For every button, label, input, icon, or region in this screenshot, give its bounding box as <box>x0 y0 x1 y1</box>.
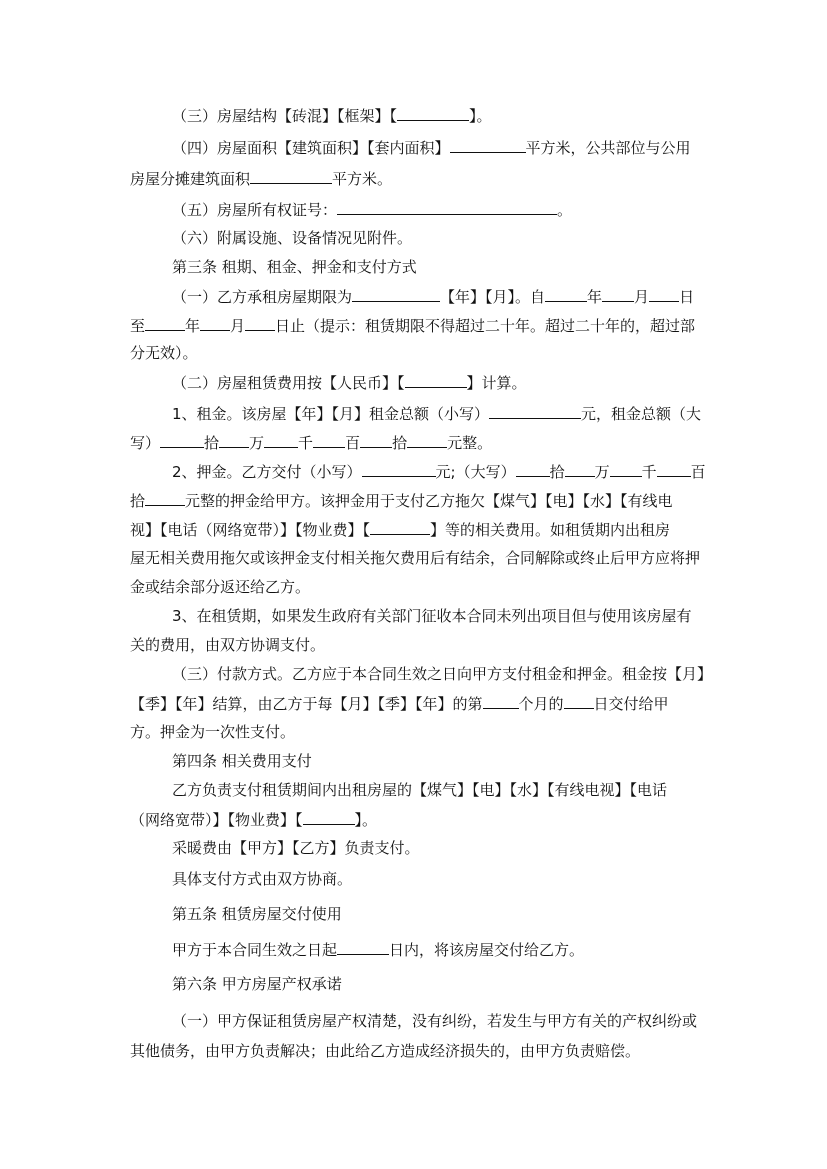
clause-3-2-rent-amount: 写） 拾 万 千 百 拾 元整。 <box>130 434 493 452</box>
clause-2-6: （六）附属设施、设备情况见附件。 <box>172 229 413 247</box>
blank-field[interactable] <box>264 432 298 448</box>
article-4-method: 具体支付方式由双方协商。 <box>172 870 353 888</box>
clause-3-3-end: 方。押金为一次性支付。 <box>130 723 296 741</box>
clause-3-2-other: 3、在租赁期，如果发生政府有关部门征收本合同未列出项目但与使用该房屋有 <box>172 607 692 625</box>
blank-field[interactable] <box>545 286 587 302</box>
blank-field[interactable] <box>160 432 204 448</box>
blank-field[interactable] <box>219 432 249 448</box>
article-4-heading: 第四条 相关费用支付 <box>172 752 312 770</box>
blank-field[interactable] <box>450 137 526 153</box>
blank-field[interactable] <box>337 939 389 955</box>
blank-field[interactable] <box>610 461 642 477</box>
clause-3-2-deposit-cont: 屋无相关费用拖欠或该押金支付相关拖欠费用后有结余，合同解除或终止后甲方应将押 <box>130 549 701 567</box>
article-6-clause-1-cont: 其他债务，由甲方负责解决；由此给乙方造成经济损失的，由甲方负责赔偿。 <box>130 1042 641 1060</box>
article-5-heading: 第五条 租赁房屋交付使用 <box>172 905 342 923</box>
clause-3-2-other-end: 关的费用，由双方协调支付。 <box>130 636 326 654</box>
clause-2-3-structure: （三）房屋结构【砖混】【框架】【 】。 <box>172 107 492 125</box>
blank-field[interactable] <box>200 315 230 331</box>
blank-field[interactable] <box>516 461 550 477</box>
blank-field[interactable] <box>407 432 447 448</box>
blank-field[interactable] <box>250 168 332 184</box>
clause-2-5-cert: （五）房屋所有权证号： 。 <box>172 201 573 219</box>
blank-field[interactable] <box>303 809 355 825</box>
blank-field[interactable] <box>602 286 634 302</box>
article-6-clause-1: （一）甲方保证租赁房屋产权清楚，没有纠纷，若发生与甲方有关的产权纠纷或 <box>172 1012 698 1030</box>
clause-3-1-end: 分无效）。 <box>130 344 198 362</box>
clause-3-2-deposit-cont: 视】【电话（网络宽带）】【物业费】【 】等的相关费用。如租赁期内出租房 <box>130 521 671 539</box>
clause-2-4-area: （四）房屋面积【建筑面积】【套内面积】 平方米，公共部位与公用 <box>172 139 691 157</box>
article-4-body: 乙方负责支付租赁期间内出租房屋的【煤气】【电】【水】【有线电视】【电话 <box>172 781 668 799</box>
blank-field[interactable] <box>649 286 679 302</box>
article-5-body: 甲方于本合同生效之日起 日内，将该房屋交付给乙方。 <box>172 941 585 959</box>
blank-field[interactable] <box>145 315 185 331</box>
article-4-body-cont: （网络宽带）】【物业费】【 】。 <box>130 811 378 829</box>
clause-3-2: （二）房屋租赁费用按【人民币】【 】计算。 <box>172 374 527 392</box>
blank-field[interactable] <box>564 693 594 709</box>
article-6-heading: 第六条 甲方房屋产权承诺 <box>172 975 342 993</box>
blank-field[interactable] <box>245 315 275 331</box>
clause-3-3-cont: 【季】【年】结算，由乙方于每【月】【季】【年】的第 个月的 日交付给甲 <box>130 695 669 713</box>
clause-3-2-deposit-end: 金或结余部分返还给乙方。 <box>130 578 311 596</box>
clause-3-2-deposit-cont: 拾 元整的押金给甲方。该押金用于支付乙方拖欠【煤气】【电】【水】【有线电 <box>130 492 673 510</box>
clause-3-2-deposit: 2、押金。乙方交付（小写） 元;（大写） 拾 万 千 百 <box>172 463 706 481</box>
clause-2-4-area-cont: 房屋分摊建筑面积 平方米。 <box>130 170 393 188</box>
blank-field[interactable] <box>370 519 430 535</box>
article-3-heading: 第三条 租期、租金、押金和支付方式 <box>172 258 417 276</box>
clause-3-3: （三）付款方式。乙方应于本合同生效之日向甲方支付租金和押金。租金按【月】 <box>172 665 713 683</box>
clause-3-1: （一）乙方承租房屋期限为 【年】【月】。自 年 月 日 <box>172 288 695 306</box>
blank-field[interactable] <box>360 432 392 448</box>
blank-field[interactable] <box>657 461 691 477</box>
blank-field[interactable] <box>145 490 185 506</box>
blank-field[interactable] <box>565 461 595 477</box>
clause-3-2-rent: 1、租金。该房屋【年】【月】租金总额（小写） 元，租金总额（大 <box>172 405 702 423</box>
clause-3-1-cont: 至 年 月 日止（提示：租赁期限不得超过二十年。超过二十年的，超过部 <box>130 317 696 335</box>
blank-field[interactable] <box>397 105 469 121</box>
blank-field[interactable] <box>337 199 557 215</box>
blank-field[interactable] <box>313 432 345 448</box>
article-4-heating: 采暖费由【甲方】【乙方】负责支付。 <box>172 839 420 857</box>
blank-field[interactable] <box>483 693 519 709</box>
blank-field[interactable] <box>489 403 581 419</box>
blank-field[interactable] <box>352 286 440 302</box>
blank-field[interactable] <box>362 461 436 477</box>
blank-field[interactable] <box>405 372 467 388</box>
